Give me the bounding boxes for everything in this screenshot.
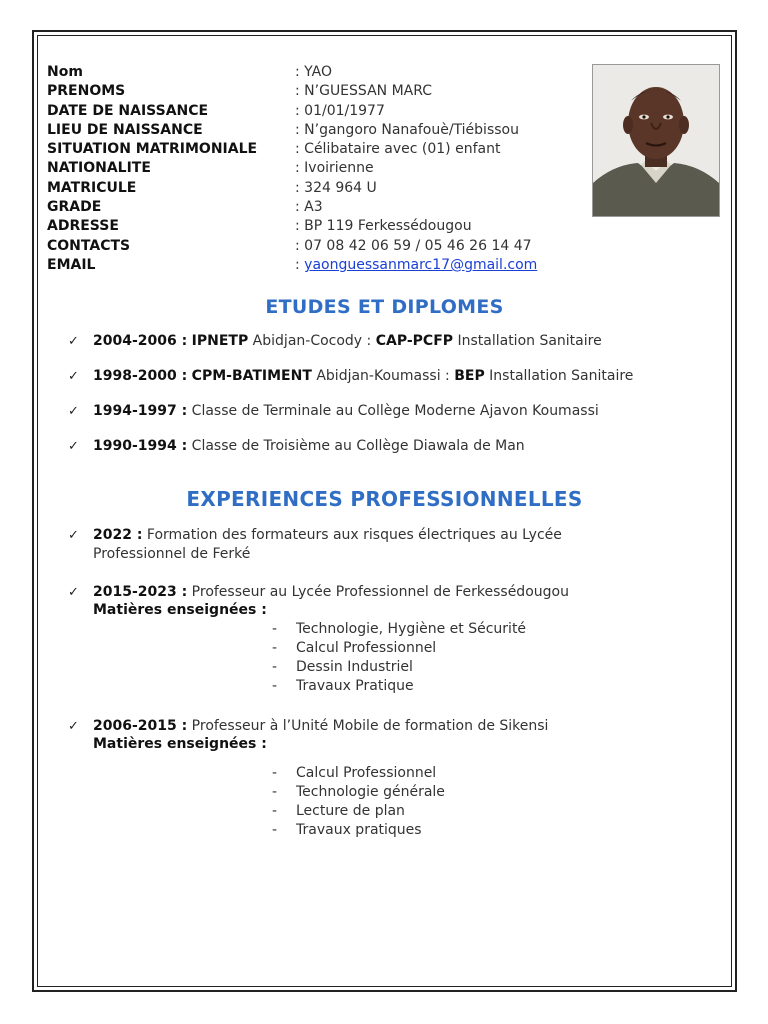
experience-title: EXPERIENCES PROFESSIONNELLES: [186, 487, 583, 511]
study-period: 1994-1997 :: [93, 403, 188, 419]
check-icon: ✓: [68, 369, 79, 384]
dash-marker: -: [272, 678, 278, 694]
experience-period: 2015-2023 :: [93, 584, 188, 600]
subject-item: [272, 803, 405, 819]
study-text: [93, 437, 525, 456]
identity-value: : 07 08 42 06 59 / 05 46 26 14 47: [295, 237, 532, 254]
dash-marker: -: [272, 659, 278, 675]
experience-text: [93, 583, 569, 602]
identity-label: NATIONALITE: [47, 160, 151, 177]
identity-row-adresse: [47, 217, 607, 236]
subject-item: [272, 822, 422, 838]
subjects-label: Matières enseignées :: [93, 602, 267, 618]
email-prefix: :: [295, 256, 305, 273]
study-text: [93, 367, 633, 386]
profile-photo: [592, 64, 720, 217]
experience-text: [93, 717, 548, 736]
study-detail: Installation Sanitaire: [484, 368, 634, 384]
identity-value: : N’gangoro Nanafouè/Tiébissou: [295, 121, 519, 138]
dash-marker: -: [272, 621, 278, 637]
identity-row-contacts: [47, 237, 607, 256]
identity-label: MATRICULE: [47, 179, 137, 196]
check-icon: ✓: [68, 585, 79, 600]
identity-label: ADRESSE: [47, 218, 119, 235]
check-icon: ✓: [68, 334, 79, 349]
check-icon: ✓: [68, 528, 79, 543]
study-period: 2004-2006 :: [93, 333, 188, 349]
subject-text: Travaux Pratique: [296, 678, 414, 694]
identity-label: DATE DE NAISSANCE: [47, 102, 209, 119]
identity-row-nom: [47, 63, 607, 82]
identity-value: : Ivoirienne: [295, 160, 374, 177]
identity-label: SITUATION MATRIMONIALE: [47, 141, 258, 158]
identity-label: CONTACTS: [47, 237, 131, 254]
identity-value: [295, 256, 537, 275]
study-place: Abidjan-Koumassi :: [311, 368, 455, 384]
subject-item: [272, 678, 414, 694]
subject-text: Calcul Professionnel: [296, 640, 437, 656]
identity-row-email: [47, 256, 607, 275]
subjects-label: Matières enseignées :: [93, 736, 267, 752]
identity-value: : Célibataire avec (01) enfant: [295, 141, 501, 158]
study-place: Abidjan-Cocody :: [248, 333, 376, 349]
study-diploma: BEP: [454, 368, 485, 384]
dash-marker: -: [272, 822, 278, 838]
identity-value: : BP 119 Ferkessédougou: [295, 218, 472, 235]
study-text: [93, 402, 599, 421]
study-detail: Installation Sanitaire: [453, 333, 602, 349]
subject-text: Lecture de plan: [296, 803, 405, 819]
subject-item: [272, 640, 436, 656]
identity-label: LIEU DE NAISSANCE: [47, 121, 203, 138]
study-period: 1990-1994 :: [93, 438, 188, 454]
experience-description: Formation des formateurs aux risques électriques au Lycée Professionnel de Ferké: [93, 527, 562, 562]
study-school: IPNETP: [191, 333, 249, 349]
study-place: Classe de Troisième au Collège Diawala de Man: [187, 438, 525, 454]
dash-marker: -: [272, 765, 278, 781]
subject-item: [272, 765, 436, 781]
experience-text: [93, 526, 633, 564]
identity-label: EMAIL: [47, 256, 96, 273]
subject-item: [272, 659, 413, 675]
experience-description: Professeur à l’Unité Mobile de formation de Sikensi: [187, 718, 549, 734]
identity-label: Nom: [47, 64, 83, 80]
study-diploma: CAP-PCFP: [375, 333, 454, 349]
dash-marker: -: [272, 640, 278, 656]
identity-row-situation: [47, 140, 607, 159]
experience-period: 2022 :: [93, 527, 143, 543]
check-icon: ✓: [68, 719, 79, 734]
subject-item: [272, 784, 445, 800]
experience-description: Professeur au Lycée Professionnel de Ferkessédougou: [187, 584, 569, 600]
check-icon: ✓: [68, 439, 79, 454]
study-place: Classe de Terminale au Collège Moderne Ajavon Koumassi: [187, 403, 599, 419]
study-text: [93, 332, 602, 351]
identity-label: PRENOMS: [47, 83, 126, 100]
studies-title: ETUDES ET DIPLOMES: [265, 296, 504, 318]
identity-row-matricule: [47, 179, 607, 198]
dash-marker: -: [272, 784, 278, 800]
identity-row-prenoms: [47, 82, 607, 101]
subject-text: Technologie générale: [296, 784, 445, 800]
subject-text: Dessin Industriel: [296, 659, 413, 675]
subject-text: Calcul Professionnel: [296, 765, 437, 781]
identity-row-grade: [47, 198, 607, 217]
subject-text: Technologie, Hygiène et Sécurité: [296, 621, 527, 637]
identity-row-nationalite: [47, 159, 607, 178]
portrait-image: [593, 65, 719, 216]
identity-block: [47, 63, 607, 275]
check-icon: ✓: [68, 404, 79, 419]
identity-value: : 01/01/1977: [295, 102, 385, 119]
identity-row-date-naissance: [47, 102, 607, 121]
experience-period: 2006-2015 :: [93, 718, 188, 734]
identity-value: : A3: [295, 199, 323, 216]
identity-value: : N’GUESSAN MARC: [295, 83, 433, 100]
subject-item: [272, 621, 526, 637]
identity-row-lieu-naissance: [47, 121, 607, 140]
identity-value: : 324 964 U: [295, 179, 377, 196]
email-link[interactable]: yaonguessanmarc17@gmail.com: [304, 256, 538, 273]
study-period: 1998-2000 :: [93, 368, 188, 384]
subject-text: Travaux pratiques: [296, 822, 422, 838]
identity-value: : YAO: [295, 64, 332, 80]
dash-marker: -: [272, 803, 278, 819]
study-school: CPM-BATIMENT: [191, 368, 312, 384]
identity-label: GRADE: [47, 199, 102, 216]
